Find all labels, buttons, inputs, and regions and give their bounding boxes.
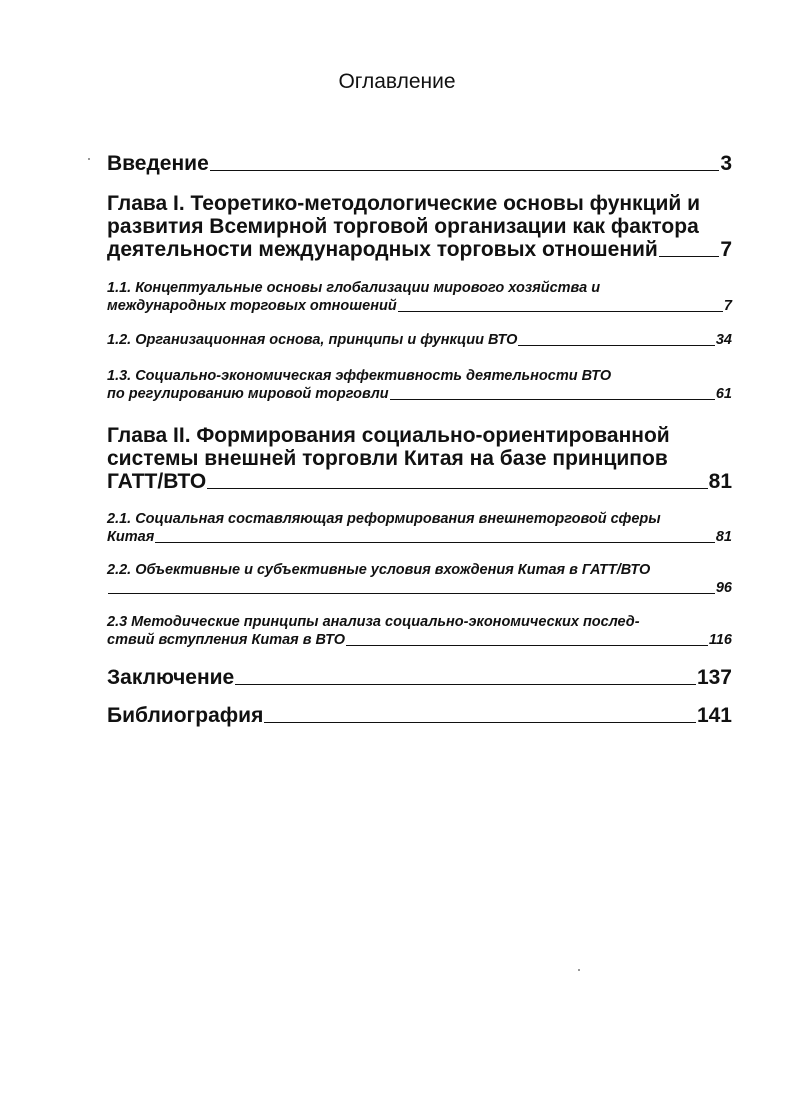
toc-entry-section-1-1 [107,279,732,315]
page-number: 96 [715,580,732,596]
page-number: 7 [720,238,732,261]
leader-line [264,722,696,723]
page-number: 7 [723,298,732,314]
page-number: 81 [715,529,732,545]
entry-title-last-line: 1.2. Организационная основа, принципы и функции ВТО [107,332,518,348]
leader-line [235,684,696,685]
entry-title: Введение [107,152,209,175]
page-number: 3 [720,152,732,175]
toc-entry-bibliography [107,704,732,727]
entry-title-line: 2.3 Методические принципы анализа социально-экономических послед- [107,614,640,630]
entry-title-line: 2.1. Социальная составляющая реформирования внешнеторговой сферы [107,511,661,527]
leader-line [207,488,707,489]
entry-title-last-line: Библиография [107,704,264,727]
leader-line [518,345,714,346]
leader-line [155,542,715,543]
entry-title-line: развития Всемирной торговой организации как фактора [107,215,699,238]
leader-line [390,399,715,400]
leader-line [108,593,715,594]
entry-title-line: системы внешней торговли Китая на базе принципов [107,447,668,470]
toc-entry-conclusion [107,666,732,689]
entry-title-last-line: Китая [107,529,155,545]
toc-title: Оглавление [338,70,456,93]
leader-line [398,311,723,312]
entry-title-last-line: по регулированию мировой торговли [107,386,389,402]
page-number: 116 [708,632,732,648]
toc-entry-section-1-3 [107,367,732,403]
entry-title-line: 2.2. Объективные и субъективные условия вхождения Китая в ГАТТ/ВТО [107,562,651,578]
entry-title-last-line: ГАТТ/ВТО [107,470,207,493]
page-number: 34 [715,332,732,348]
leader-line [659,256,719,257]
toc-entry-chapter-1 [107,192,732,261]
entry-title-last-line: международных торговых отношений [107,298,397,314]
toc-entry-introduction [107,152,732,175]
page-number: 61 [715,386,732,402]
toc-entry-section-2-1 [107,510,732,546]
scan-speck [88,158,90,160]
toc-entry-section-2-3 [107,613,732,649]
page-number: 81 [708,470,732,493]
entry-title-last-line: ствий вступления Китая в ВТО [107,632,346,648]
entry-title-line: Глава II. Формирования социально-ориентированной [107,424,670,447]
entry-title-line: 1.3. Социально-экономическая эффективность деятельности ВТО [107,368,612,384]
entry-title-line: Глава I. Теоретико-методологические основы функций и [107,192,701,215]
page-number: 141 [696,704,732,727]
entry-title-line: 1.1. Концептуальные основы глобализации мирового хозяйства и [107,280,601,296]
leader-line [210,170,720,171]
leader-line [346,645,708,646]
toc-entry-section-1-2 [107,331,732,349]
toc-entry-section-2-2 [107,561,732,597]
scan-speck [578,969,580,971]
entry-title-last-line: деятельности международных торговых отношений [107,238,658,261]
entry-title-last-line: Заключение [107,666,235,689]
page-number: 137 [696,666,732,689]
toc-entry-chapter-2 [107,424,732,493]
